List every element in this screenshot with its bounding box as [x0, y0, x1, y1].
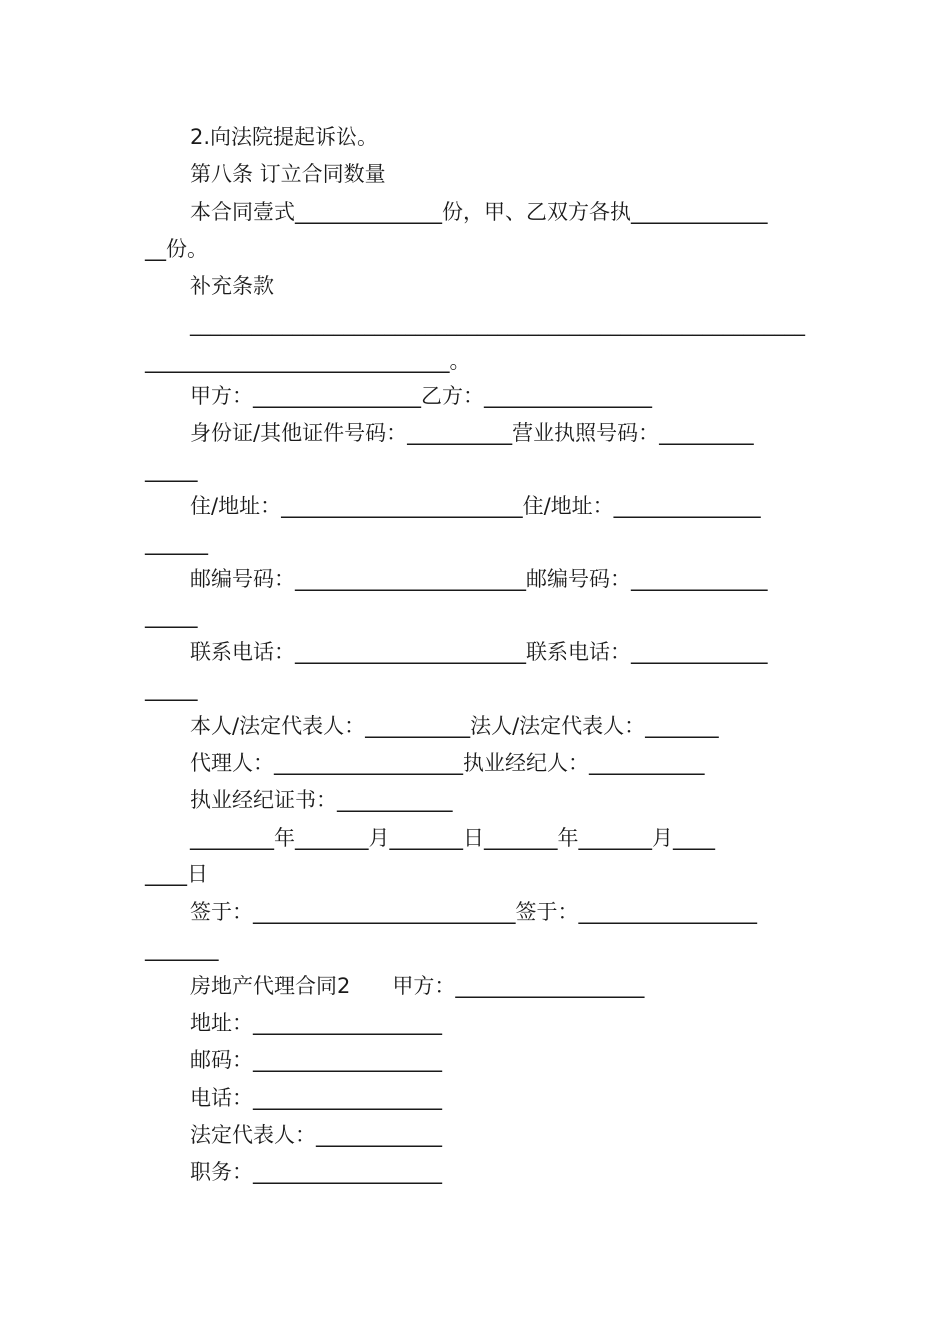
- id-license-line: 身份证/其他证件号码：__________营业执照号码：_________: [190, 421, 754, 445]
- address-line-cont: ______: [145, 531, 208, 555]
- phone-line: 联系电话：______________________联系电话：_____________: [190, 640, 768, 664]
- zipcode-field-line: 邮码：__________________: [190, 1048, 442, 1072]
- address-line: 住/地址：_______________________住/地址：______________: [190, 494, 761, 518]
- address-field-line: 地址：__________________: [190, 1011, 442, 1035]
- contract-copies-line: 本合同壹式______________份，甲、乙双方各执_____________: [190, 200, 768, 224]
- supplementary-heading: 补充条款: [190, 274, 274, 298]
- supplementary-blank-2: _____________________________。: [145, 349, 471, 373]
- contract-two-party-a-line: 房地产代理合同2 甲方：__________________: [190, 974, 645, 998]
- telephone-field-line: 电话：__________________: [190, 1086, 442, 1110]
- postcode-line: 邮编号码：______________________邮编号码：_____________: [190, 567, 768, 591]
- signed-at-line-cont: _______: [145, 937, 219, 961]
- contract-copies-line-cont: __份。: [145, 237, 208, 261]
- broker-certificate-line: 执业经纪证书：___________: [190, 788, 453, 812]
- representative-line: 本人/法定代表人：__________法人/法定代表人：_______: [190, 714, 719, 738]
- position-field-line: 职务：__________________: [190, 1160, 442, 1184]
- date-line-cont: ____日: [145, 862, 208, 886]
- id-license-line-cont: _____: [145, 458, 198, 482]
- article-eight-heading: 第八条 订立合同数量: [190, 162, 386, 186]
- paragraph-litigation: 2.向法院提起诉讼。: [190, 125, 379, 149]
- postcode-line-cont: _____: [145, 604, 198, 628]
- date-line: ________年_______月_______日_______年_______月____: [190, 826, 715, 850]
- legal-rep-field-line: 法定代表人：____________: [190, 1123, 442, 1147]
- supplementary-blank-1: ____________________________________________________________: [190, 312, 805, 336]
- phone-line-cont: _____: [145, 677, 198, 701]
- agent-line: 代理人：__________________执业经纪人：___________: [190, 751, 705, 775]
- signed-at-line: 签于：_________________________签于：_________________: [190, 900, 757, 924]
- party-a-b-line: 甲方：________________乙方：________________: [190, 384, 652, 408]
